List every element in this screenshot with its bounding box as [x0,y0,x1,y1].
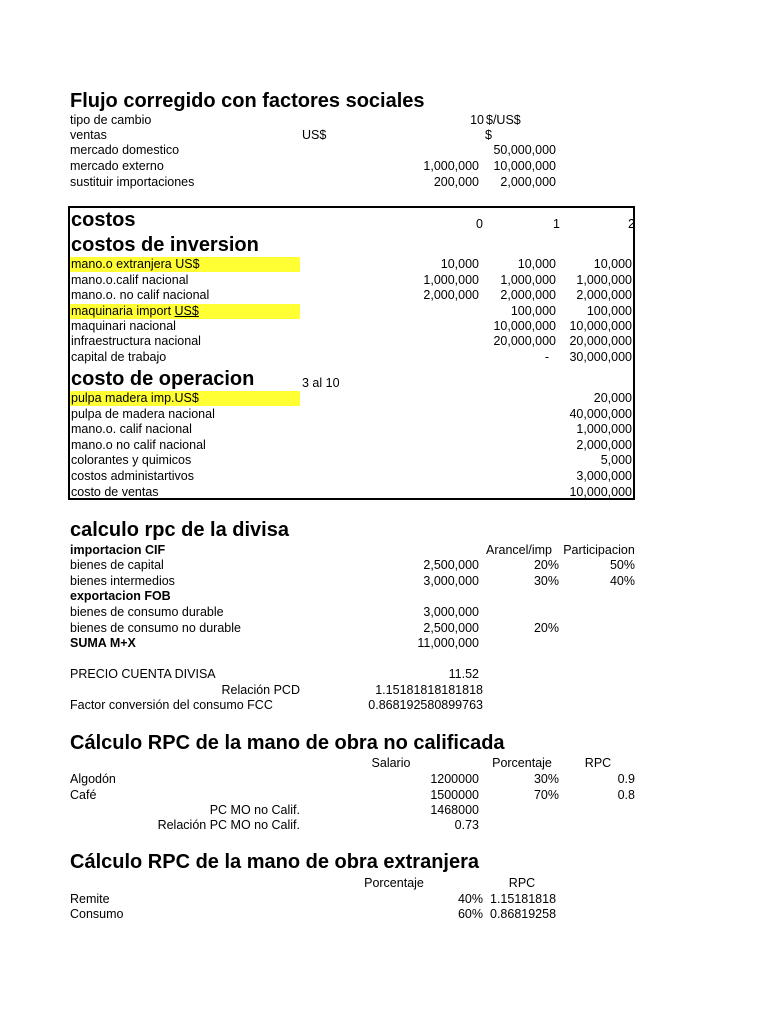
tipo-cambio-label: tipo de cambio [70,113,152,127]
mo-row-porcentaje: 70% [533,788,559,802]
mo-row-label: Algodón [70,772,116,786]
importacion-label: importacion CIF [70,543,166,557]
col-participacion: Participacion [563,543,635,557]
year-2: 2 [628,217,635,231]
inv-label: mano.o.calif nacional [71,273,189,287]
ext-row-rpc: 0.86819258 [490,907,557,921]
consumo-no-durable-label: bienes de consumo no durable [70,621,241,635]
factor-conversion-value: 0.868192580899763 [368,698,483,712]
col-salario: Salario [371,756,411,770]
inv-y0: 2,000,000 [423,288,479,302]
mo-row-label: Café [70,788,97,802]
mo-row-porcentaje: 30% [533,772,559,786]
ext-row-porcentaje: 60% [457,907,483,921]
op-label: mano.o. calif nacional [71,422,192,436]
inv-y1: 100,000 [510,304,556,318]
operacion-range: 3 al 10 [302,376,340,390]
bienes-intermedios-value: 3,000,000 [423,574,479,588]
inv-y2: 10,000,000 [569,319,632,333]
mercado-externo-peso: 10,000,000 [493,159,556,173]
mo-row-salario: 1200000 [430,772,479,786]
op-value: 3,000,000 [576,469,632,483]
pc-mo-label: PC MO no Calif. [209,803,300,817]
col-rpc: RPC [508,876,536,890]
col-porcentaje: Porcentaje [364,876,424,890]
op-label: costo de ventas [71,485,159,499]
sustituir-label: sustituir importaciones [70,175,195,189]
mo-row-salario: 1500000 [430,788,479,802]
tipo-cambio-unit: $/US$ [486,113,521,127]
ventas-us-label: US$ [302,128,327,142]
operacion-title: costo de operacion [71,368,255,390]
mo-no-calif-title: Cálculo RPC de la mano de obra no calificada [70,732,505,754]
inv-label: capital de trabajo [71,350,167,364]
inv-y2: 100,000 [586,304,632,318]
inv-y1: - [544,350,549,364]
inv-y1: 20,000,000 [493,334,556,348]
op-label: colorantes y quimicos [71,453,192,467]
sustituir-us: 200,000 [433,175,479,189]
bienes-intermedios-label: bienes intermedios [70,574,175,588]
consumo-durable-value: 3,000,000 [423,605,479,619]
inv-label: mano.o extranjera US$ [71,257,200,271]
pc-mo-value: 1468000 [430,803,479,817]
op-label: mano.o no calif nacional [71,438,206,452]
bienes-capital-arancel: 20% [533,558,559,572]
divisa-title: calculo rpc de la divisa [70,519,289,541]
relacion-pcd-value: 1.15181818181818 [375,683,483,697]
col-arancel: Arancel/imp [486,543,552,557]
precio-cuenta-value: 11.52 [448,667,479,681]
op-value: 20,000 [593,391,632,405]
inv-label: mano.o. no calif nacional [71,288,210,302]
inv-y2: 1,000,000 [576,273,632,287]
tipo-cambio-value: 10 [470,113,484,127]
exportacion-label: exportacion FOB [70,589,171,603]
ext-row-rpc: 1.15181818 [490,892,557,906]
consumo-durable-label: bienes de consumo durable [70,605,224,619]
inv-label: infraestructura nacional [71,334,201,348]
year-0: 0 [476,217,483,231]
op-label: pulpa de madera nacional [71,407,215,421]
inv-y0: 1,000,000 [423,273,479,287]
precio-cuenta-label: PRECIO CUENTA DIVISA [70,667,216,681]
relacion-pc-mo-label: Relación PC MO no Calif. [157,818,300,832]
inv-y2: 2,000,000 [576,288,632,302]
bienes-capital-part: 50% [609,558,635,572]
inv-y1: 2,000,000 [500,288,556,302]
inv-label: maquinaria import US$ [71,304,199,318]
consumo-no-durable-value: 2,500,000 [423,621,479,635]
flujo-title: Flujo corregido con factores sociales [70,90,425,112]
relacion-pcd-label: Relación PCD [221,683,300,697]
op-label: pulpa madera imp.US$ [71,391,199,405]
costos-title: costos [71,209,136,231]
bienes-capital-value: 2,500,000 [423,558,479,572]
op-value: 40,000,000 [569,407,632,421]
ext-row-label: Remite [70,892,110,906]
mercado-externo-label: mercado externo [70,159,164,173]
suma-label: SUMA M+X [70,636,136,650]
inv-y1: 1,000,000 [500,273,556,287]
bienes-intermedios-arancel: 30% [533,574,559,588]
inv-label: maquinari nacional [71,319,176,333]
year-1: 1 [553,217,560,231]
op-value: 1,000,000 [576,422,632,436]
op-value: 5,000 [600,453,632,467]
mercado-domestico-value: 50,000,000 [493,143,556,157]
inv-y0: 10,000 [440,257,479,271]
sustituir-peso: 2,000,000 [500,175,556,189]
ventas-peso-label: $ [485,128,492,142]
inv-y2: 10,000 [593,257,632,271]
factor-conversion-label: Factor conversión del consumo FCC [70,698,273,712]
mo-row-rpc: 0.8 [617,788,635,802]
inv-y2: 20,000,000 [569,334,632,348]
consumo-no-durable-arancel: 20% [533,621,559,635]
op-value: 2,000,000 [576,438,632,452]
col-porcentaje: Porcentaje [492,756,552,770]
op-label: costos administartivos [71,469,194,483]
relacion-pc-mo-value: 0.73 [454,818,479,832]
suma-value: 11,000,000 [417,636,479,650]
col-rpc: RPC [584,756,612,770]
mo-extranjera-title: Cálculo RPC de la mano de obra extranjera [70,851,480,873]
mercado-domestico-label: mercado domestico [70,143,180,157]
inv-y1: 10,000,000 [493,319,556,333]
bienes-intermedios-part: 40% [609,574,635,588]
ext-row-porcentaje: 40% [457,892,483,906]
inv-y2: 30,000,000 [569,350,632,364]
inversion-title: costos de inversion [71,234,259,256]
bienes-capital-label: bienes de capital [70,558,164,572]
ext-row-label: Consumo [70,907,124,921]
mercado-externo-us: 1,000,000 [423,159,479,173]
op-value: 10,000,000 [569,485,632,499]
mo-row-rpc: 0.9 [617,772,635,786]
inv-y1: 10,000 [517,257,556,271]
ventas-label: ventas [70,128,107,142]
